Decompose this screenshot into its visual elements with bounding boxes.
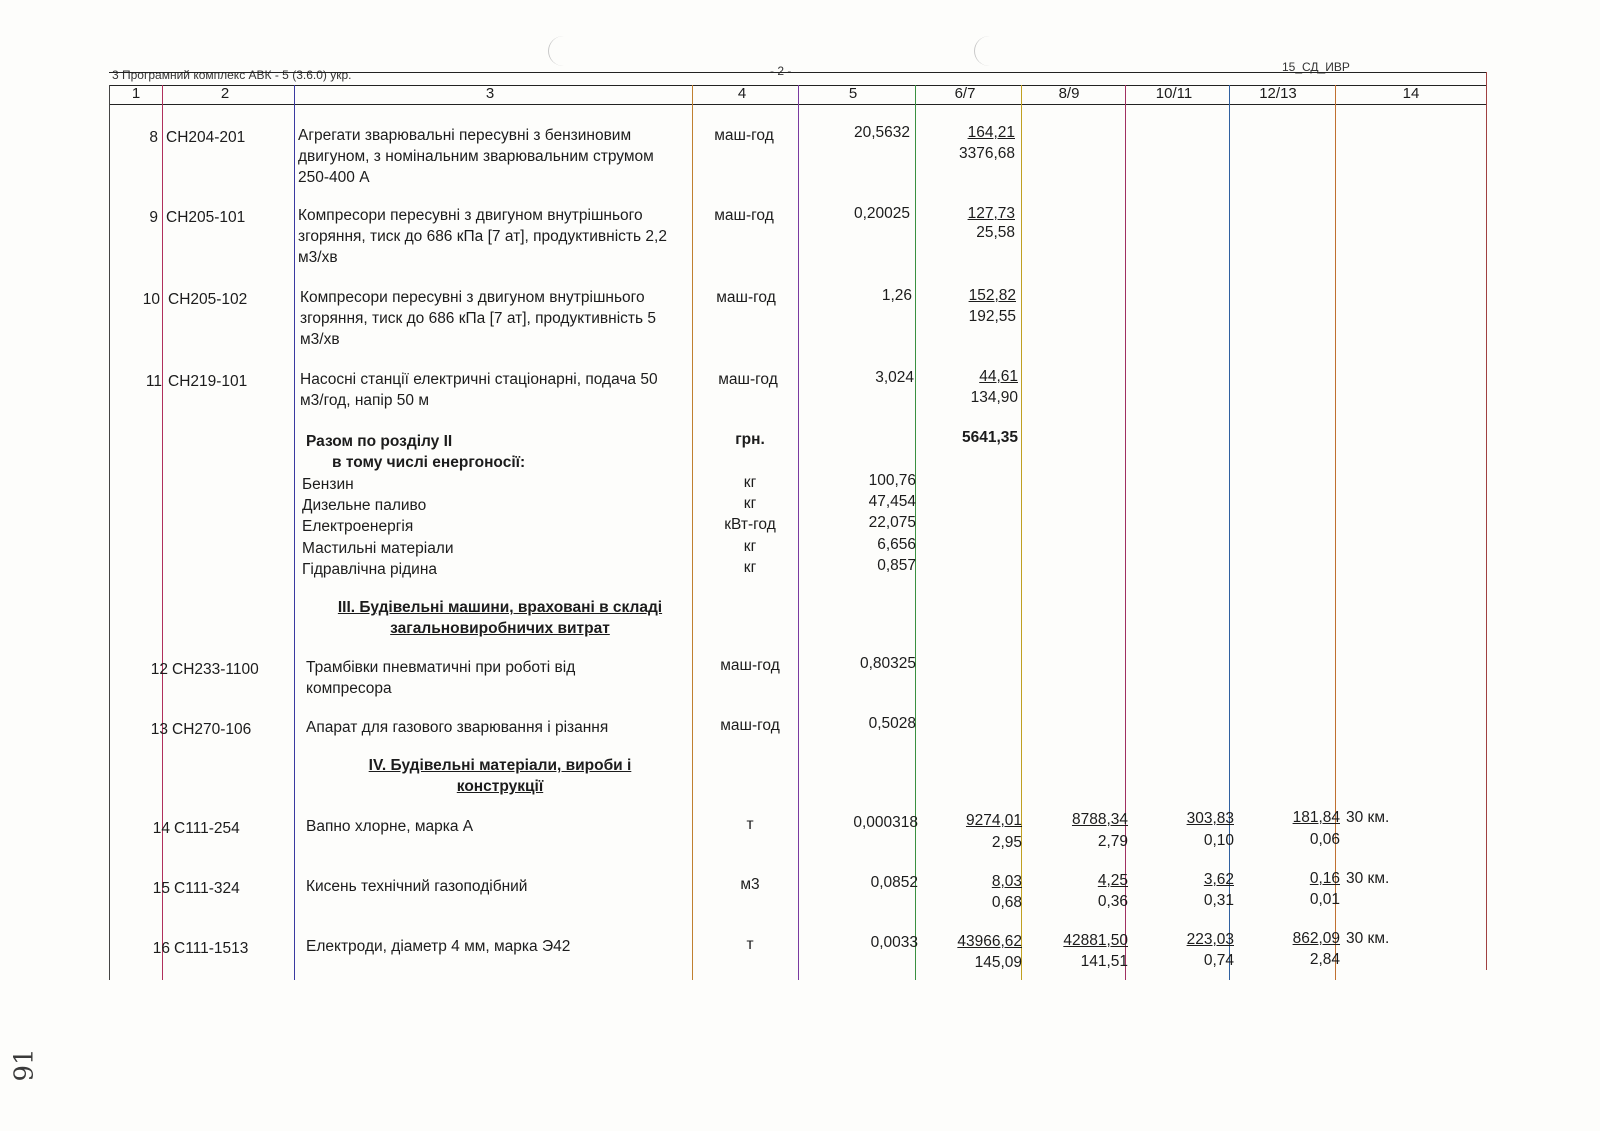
row-number: 12 bbox=[150, 661, 168, 678]
energy-item-unit: кг bbox=[743, 495, 757, 512]
price-per-unit: 8,03 bbox=[991, 873, 1022, 890]
column-header-8-9: 8/9 bbox=[1058, 85, 1080, 102]
price-per-unit: 127,73 bbox=[967, 205, 1015, 222]
column-header-3: 3 bbox=[485, 85, 495, 102]
row-number: 16 bbox=[152, 940, 170, 957]
row-number: 11 bbox=[145, 373, 162, 390]
energy-item-unit: кВт-год bbox=[724, 516, 776, 533]
unit: маш-год bbox=[714, 127, 774, 144]
row-number: 14 bbox=[152, 820, 170, 837]
transport-total: 0,10 bbox=[1203, 832, 1234, 849]
row-number: 8 bbox=[149, 129, 158, 146]
energy-item-unit: кг bbox=[743, 474, 757, 491]
price-per-unit: 9274,01 bbox=[965, 812, 1022, 829]
energy-item-qty: 22,075 bbox=[868, 514, 916, 531]
document-code: 15_СД_ИВР bbox=[1282, 60, 1350, 74]
energy-item-qty: 0,857 bbox=[877, 557, 916, 574]
unit: м3 bbox=[740, 876, 760, 893]
total-cost: 2,95 bbox=[991, 834, 1022, 851]
total-cost: 145,09 bbox=[974, 954, 1022, 971]
column-header-2: 2 bbox=[220, 85, 230, 102]
transport-distance: 30 км. bbox=[1346, 930, 1390, 947]
quantity: 0,5028 bbox=[868, 715, 916, 732]
resource-code: СН205-101 bbox=[166, 209, 246, 226]
row-number: 15 bbox=[152, 880, 170, 897]
column-header-4: 4 bbox=[737, 85, 747, 102]
resource-description: Апарат для газового зварювання і різання bbox=[306, 719, 609, 736]
column-divider bbox=[294, 85, 295, 980]
energy-item-name: Гідравлічна рідина bbox=[302, 561, 437, 578]
table-top-border bbox=[109, 72, 1487, 73]
energy-item-name: Мастильні матеріали bbox=[302, 540, 454, 557]
transport-price: 223,03 bbox=[1186, 931, 1234, 948]
procurement-price: 0,16 bbox=[1309, 870, 1340, 887]
resource-description: Трамбівки пневматичні при роботі від компресора bbox=[306, 659, 576, 697]
software-header: 3 Програмний комплекс АВК - 5 (3.6.0) укр. bbox=[112, 68, 352, 82]
row-number: 10 bbox=[142, 291, 160, 308]
procurement-total: 0,06 bbox=[1309, 831, 1340, 848]
column-header-14: 14 bbox=[1402, 85, 1420, 102]
quantity: 0,0033 bbox=[870, 934, 918, 951]
column-header-12-13: 12/13 bbox=[1259, 85, 1297, 102]
unit: маш-год bbox=[714, 207, 774, 224]
wholesale-price: 4,25 bbox=[1097, 872, 1128, 889]
total-cost: 192,55 bbox=[968, 308, 1016, 325]
price-per-unit: 152,82 bbox=[968, 287, 1016, 304]
quantity: 1,26 bbox=[881, 287, 912, 304]
unit: т bbox=[746, 936, 754, 953]
quantity: 0,000318 bbox=[853, 814, 918, 831]
resource-code: СН219-101 bbox=[168, 373, 248, 390]
subtotal-unit: грн. bbox=[735, 431, 765, 448]
quantity: 0,80325 bbox=[859, 655, 916, 672]
subtotal-value: 5641,35 bbox=[961, 429, 1018, 446]
energy-sublabel: в тому числі енергоносії: bbox=[332, 454, 526, 471]
resource-description: Насосні станції електричні стаціонарні, подача 50 м3/год, напір 50 м bbox=[300, 371, 658, 409]
price-per-unit: 44,61 bbox=[979, 368, 1018, 385]
quantity: 0,0852 bbox=[870, 874, 918, 891]
transport-distance: 30 км. bbox=[1346, 870, 1390, 887]
energy-item-unit: кг bbox=[743, 559, 757, 576]
resource-description: Компресори пересувні з двигуном внутрішнього згоряння, тиск до 686 кПа [7 ат], продуктивність 5 м3/хв bbox=[300, 289, 657, 348]
column-header-1: 1 bbox=[131, 85, 141, 102]
resource-description: Кисень технічний газоподібний bbox=[306, 878, 528, 895]
resource-description: Вапно хлорне, марка А bbox=[306, 818, 474, 835]
resource-code: СН270-106 bbox=[172, 721, 252, 738]
row-number: 13 bbox=[150, 721, 168, 738]
energy-item-name: Бензин bbox=[302, 476, 354, 493]
resource-description: Електроди, діаметр 4 мм, марка Э42 bbox=[306, 938, 571, 955]
row-number: 9 bbox=[149, 209, 158, 226]
procurement-price: 181,84 bbox=[1292, 809, 1340, 826]
wholesale-total: 2,79 bbox=[1097, 833, 1128, 850]
procurement-price: 862,09 bbox=[1292, 930, 1340, 947]
energy-item-qty: 47,454 bbox=[868, 493, 916, 510]
wholesale-total: 0,36 bbox=[1097, 893, 1128, 910]
section-title: III. Будівельні машини, враховані в складі загальновиробничих витрат bbox=[337, 599, 663, 637]
transport-distance: 30 км. bbox=[1346, 809, 1390, 826]
wholesale-price: 42881,50 bbox=[1063, 932, 1128, 949]
energy-item-unit: кг bbox=[743, 538, 757, 555]
wholesale-price: 8788,34 bbox=[1071, 811, 1128, 828]
unit: т bbox=[746, 816, 754, 833]
resource-description: Компресори пересувні з двигуном внутрішнього згоряння, тиск до 686 кПа [7 ат], продуктивність 2,2 м3/хв bbox=[298, 207, 667, 266]
quantity: 3,024 bbox=[875, 369, 914, 386]
column-header-6-7: 6/7 bbox=[954, 85, 976, 102]
resource-code: СН204-201 bbox=[166, 129, 246, 146]
section-title: IV. Будівельні матеріали, вироби і конструкції bbox=[368, 757, 632, 795]
unit: маш-год bbox=[718, 371, 778, 388]
total-cost: 3376,68 bbox=[958, 145, 1015, 162]
resource-code: С111-254 bbox=[174, 820, 240, 837]
unit: маш-год bbox=[720, 657, 780, 674]
procurement-total: 2,84 bbox=[1309, 951, 1340, 968]
quantity: 20,5632 bbox=[853, 124, 910, 141]
resource-code: С111-1513 bbox=[174, 940, 249, 957]
unit: маш-год bbox=[716, 289, 776, 306]
unit: маш-год bbox=[720, 717, 780, 734]
procurement-total: 0,01 bbox=[1309, 891, 1340, 908]
total-cost: 25,58 bbox=[976, 224, 1015, 241]
wholesale-total: 141,51 bbox=[1080, 953, 1128, 970]
column-divider bbox=[692, 85, 693, 980]
total-cost: 134,90 bbox=[970, 389, 1018, 406]
energy-item-name: Дизельне паливо bbox=[302, 497, 427, 514]
column-divider bbox=[1486, 72, 1487, 970]
resource-code: СН233-1100 bbox=[172, 661, 259, 678]
handwritten-page-mark: 91 bbox=[9, 1048, 40, 1082]
punch-hole-mark bbox=[974, 36, 1005, 66]
price-per-unit: 43966,62 bbox=[957, 933, 1022, 950]
quantity: 0,20025 bbox=[853, 205, 910, 222]
energy-item-qty: 100,76 bbox=[868, 472, 916, 489]
column-divider bbox=[162, 85, 163, 980]
total-cost: 0,68 bbox=[991, 894, 1022, 911]
column-header-10-11: 10/11 bbox=[1155, 85, 1193, 102]
transport-price: 3,62 bbox=[1203, 871, 1234, 888]
energy-item-qty: 6,656 bbox=[877, 536, 916, 553]
energy-item-name: Електроенергія bbox=[302, 518, 414, 535]
transport-price: 303,83 bbox=[1186, 810, 1234, 827]
page-number: - 2 - bbox=[770, 64, 792, 78]
transport-total: 0,74 bbox=[1203, 952, 1234, 969]
subtotal-label: Разом по розділу II bbox=[306, 433, 453, 450]
resource-code: СН205-102 bbox=[168, 291, 248, 308]
transport-total: 0,31 bbox=[1203, 892, 1234, 909]
punch-hole-mark bbox=[548, 36, 579, 66]
resource-code: С111-324 bbox=[174, 880, 240, 897]
column-divider bbox=[109, 85, 110, 980]
price-per-unit: 164,21 bbox=[967, 124, 1015, 141]
resource-description: Агрегати зварювальні пересувні з бензиновим двигуном, з номінальним зварювальним струмом 250-400 А bbox=[298, 127, 654, 186]
column-header-5: 5 bbox=[848, 85, 858, 102]
